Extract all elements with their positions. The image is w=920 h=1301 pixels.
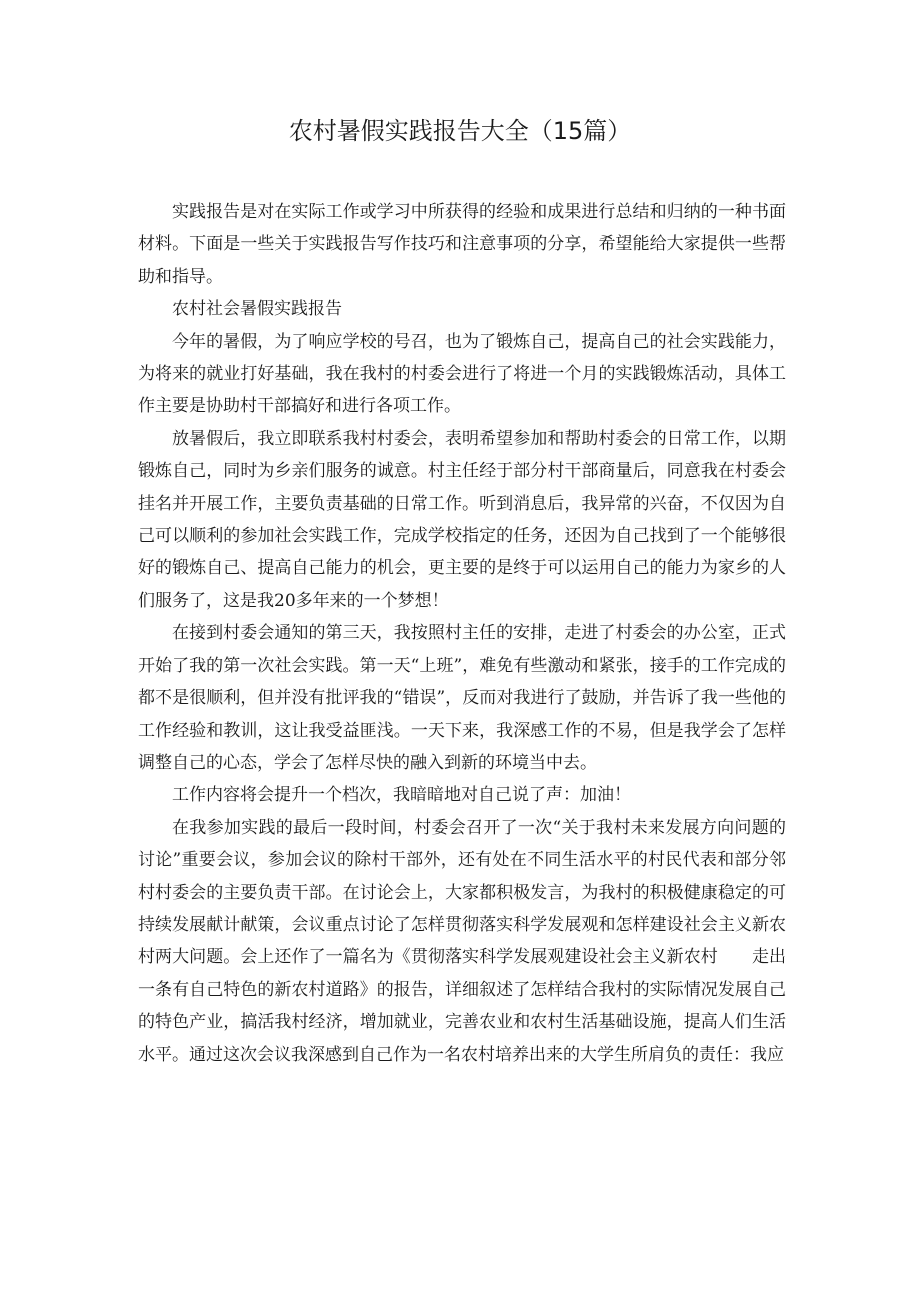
body-paragraph: 今年的暑假，为了响应学校的号召，也为了锻炼自己，提高自己的社会实践能力，为将来的就业打好基础，我在我村的村委会进行了将进一个月的实践锻炼活动，具体工作主要是协助村干部搞好和进行各项工作。: [138, 331, 786, 417]
body-paragraph: 在我参加实践的最后一段时间，村委会召开了一次“关于我村未来发展方向问题的讨论”重要会议，参加会议的除村干部外，还有处在不同生活水平的村民代表和部分邻村村委会的主要负责干部。在讨论会上，大家都积极发言，为我村的积极健康稳定的可持续发展献计献策，会议重点讨论了怎样贯彻落实科学发展观和怎样建设社会主义新农村两大问题。会上还作了一篇名为《贯彻落实科学发展观建设社会主义新农村 走出一条有自己特色的新农村道路》的报告，详细叙述了怎样结合我村的实际情况发展自己的特色产业，搞活我村经济，增加就业，完善农业和农村生活基础设施，提高人们生活水平。通过这次会议我深感到自己作为一名农村培养出来的大学生所肩负的责任：我应: [138, 817, 786, 1065]
document-title: 农村暑假实践报告大全（15篇）: [288, 117, 632, 145]
document-body: [138, 196, 786, 1071]
body-paragraph: 在接到村委会通知的第三天，我按照村主任的安排，走进了村委会的办公室，正式开始了我的第一次社会实践。第一天“上班”，难免有些激动和紧张，接手的工作完成的都不是很顺利，但并没有批评我的“错误”，反而对我进行了鼓励，并告诉了我一些他的工作经验和教训，这让我受益匪浅。一天下来，我深感工作的不易，但是我学会了怎样调整自己的心态，学会了怎样尽快的融入到新的环境当中去。: [138, 623, 786, 773]
body-paragraph: 工作内容将会提升一个档次，我暗暗地对自己说了声：加油！: [172, 785, 631, 806]
body-paragraph: 放暑假后，我立即联系我村村委会，表明希望参加和帮助村委会的日常工作，以期锻炼自己，同时为乡亲们服务的诚意。村主任经于部分村干部商量后，同意我在村委会挂名并开展工作，主要负责基础的日常工作。听到消息后，我异常的兴奋，不仅因为自己可以顺利的参加社会实践工作，完成学校指定的任务，还因为自己找到了一个能够很好的锻炼自己、提高自己能力的机会，更主要的是终于可以运用自己的能力为家乡的人们服务了，这是我20多年来的一个梦想！: [138, 428, 786, 611]
intro-paragraph: 实践报告是对在实际工作或学习中所获得的经验和成果进行总结和归纳的一种书面材料。下面是一些关于实践报告写作技巧和注意事项的分享，希望能给大家提供一些帮助和指导。: [138, 202, 786, 287]
section-heading: 农村社会暑假实践报告: [172, 299, 342, 320]
